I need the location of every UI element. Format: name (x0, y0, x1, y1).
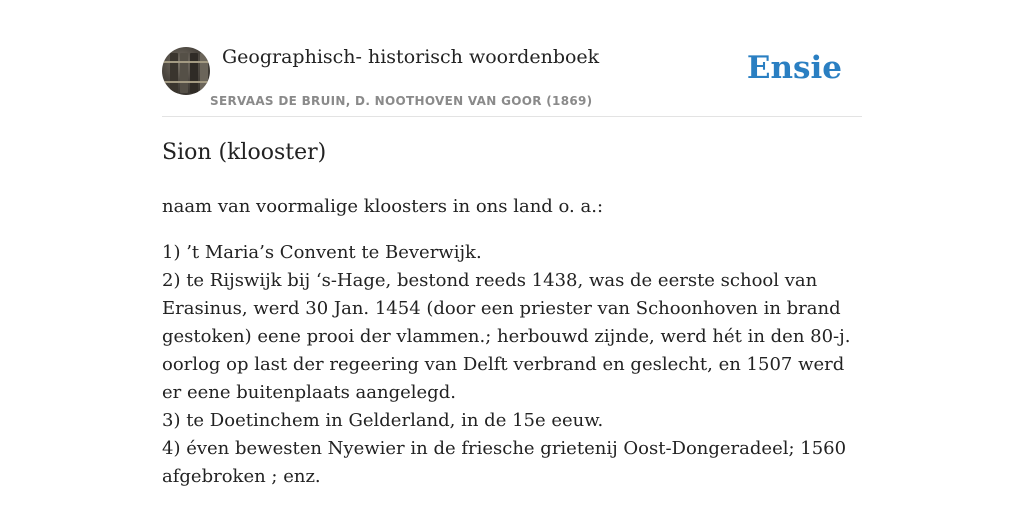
entry-item: 1) ’t Maria’s Convent te Beverwijk. (162, 242, 482, 263)
book-author-line: SERVAAS DE BRUIN, D. NOOTHOVEN VAN GOOR (1869) (210, 94, 593, 108)
spine-band (162, 61, 210, 63)
entry-item: 2) te Rijswijk bij ‘s-Hage, bestond reeds 1438, was de eerste school van Erasinus, werd 30 Jan. 1454 (door een priester van Schoonhoven in brand gestoken) eene prooi der vlammen.; herbouwd zijnde, werd hét in den 80-j. oorlog op last der regeering van Delft verbrand en geslecht, en 1507 werd er eene buitenplaats aangelegd. (162, 270, 851, 403)
book-title[interactable]: Geographisch- historisch woordenboek (222, 46, 600, 68)
source-header (162, 44, 862, 117)
book-spine (190, 53, 198, 93)
book-spine (200, 53, 208, 93)
book-spine (170, 53, 178, 93)
book-cover-avatar[interactable] (162, 47, 210, 95)
ensie-logo[interactable]: Ensie (746, 50, 842, 86)
entry-item: 3) te Doetinchem in Gelderland, in de 15e eeuw. (162, 410, 604, 431)
spine-band (162, 81, 210, 83)
entry-intro: naam van voormalige kloosters in ons land o. a.: (162, 196, 604, 217)
entry-items (162, 239, 862, 491)
book-spine (180, 53, 188, 93)
entry-item: 4) éven bewesten Nyewier in de friesche grietenij Oost-Dongeradeel; 1560 afgebroken ; enz. (162, 438, 847, 487)
entry-title: Sion (klooster) (162, 140, 327, 165)
